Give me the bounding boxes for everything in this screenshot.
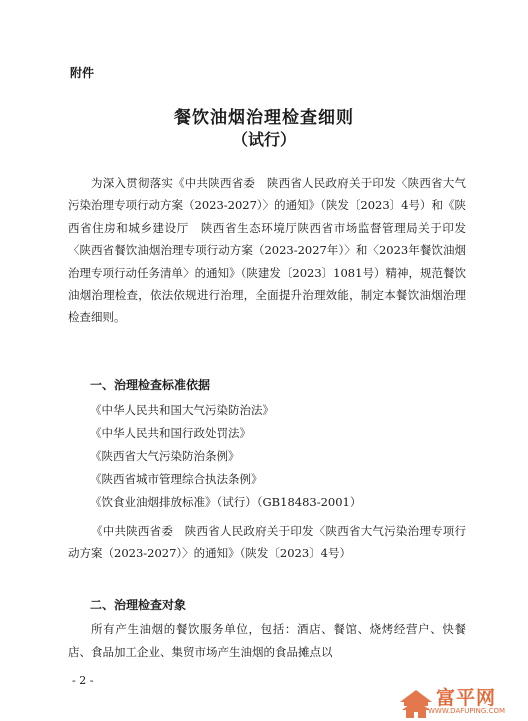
document-title: 餐饮油烟治理检查细则 (174, 108, 354, 128)
targets-paragraph: 所有产生油烟的餐饮服务单位，包括：酒店、餐馆、烧烤经营户、快餐店、食品加工企业、集贸市场产生油烟的食品摊点以 (68, 622, 466, 659)
intro-paragraph: 为深入贯彻落实《中共陕西省委 陕西省人民政府关于印发〈陕西省大气污染治理专项行动方案（2023-2027）〉的通知》（陕发〔2023〕4号）和《陕西省住房和城乡建设厅 陕西省生态环境厅陕西省市场监督管理局关于印发〈陕西省餐饮油烟治理专项行动方案（2023-2027年）〉和〈2023年餐饮油烟治理专项行动任务清单〉的通知》（陕建发〔2023〕1081号）精神，规范餐饮油烟治理检查，依法依规进行治理，全面提升治理效能，制定本餐饮油烟治理检查细则。 (68, 176, 466, 325)
page-number: - 2 - (72, 674, 94, 687)
watermark-site-name: 富平网 (436, 687, 497, 709)
basis-item: 《中华人民共和国行政处罚法》 (90, 426, 251, 440)
attachment-label: 附件 (70, 66, 95, 80)
section-title-basis: 一、治理检查标准依据 (90, 378, 211, 392)
basis-item: 《陕西省大气污染防治条例》 (90, 449, 240, 463)
basis-item: 《饮食业油烟排放标准》（试行）（GB18483-2001） (90, 495, 362, 509)
watermark-url: WWW.DAFUPING.COM (428, 707, 505, 715)
basis-item-long: 《中共陕西省委 陕西省人民政府关于印发〈陕西省大气污染治理专项行动方案（2023-2027）〉的通知》（陕发〔2023〕4号） (68, 524, 466, 561)
basis-item: 《中华人民共和国大气污染防治法》 (90, 403, 274, 417)
basis-item: 《陕西省城市管理综合执法条例》 (90, 472, 263, 486)
section-title-targets: 二、治理检查对象 (90, 598, 187, 612)
document-subtitle: （试行） (231, 130, 296, 149)
